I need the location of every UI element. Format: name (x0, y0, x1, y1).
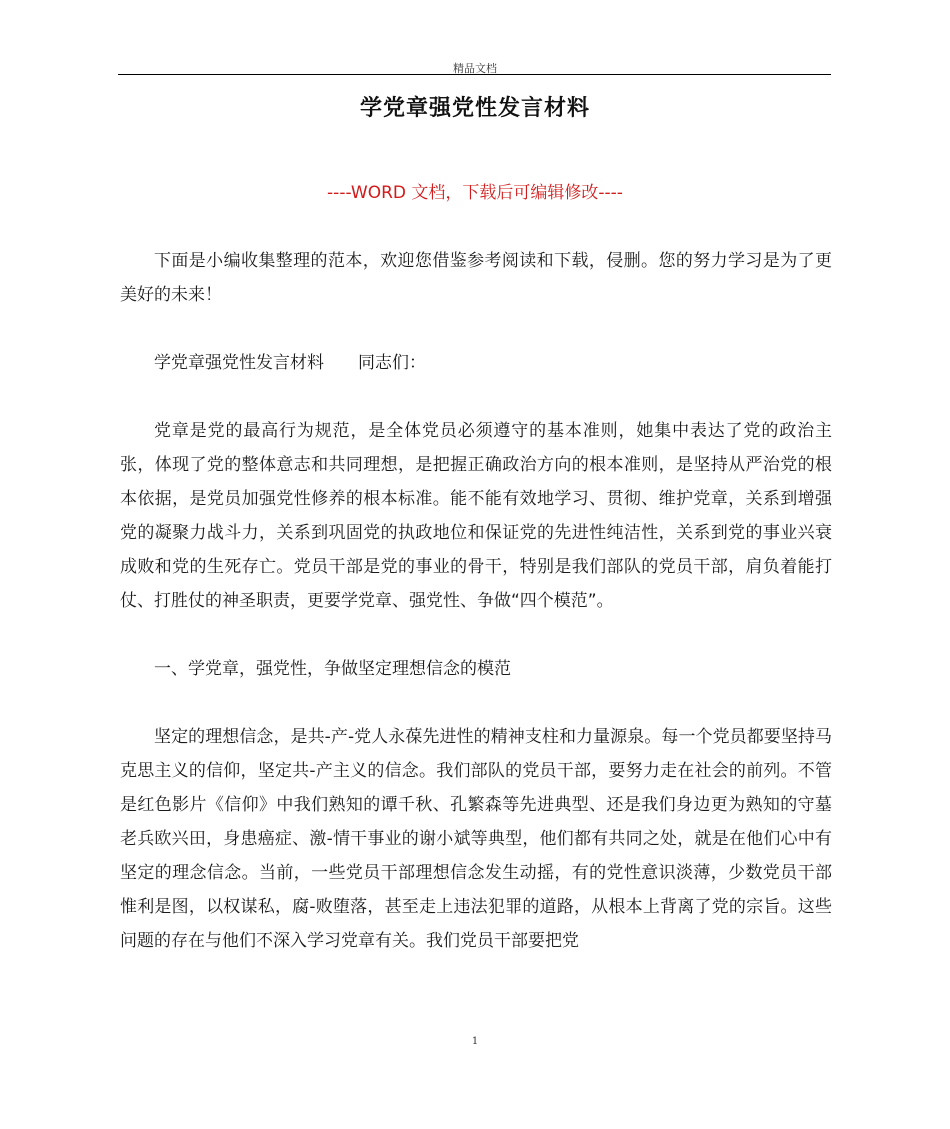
document-body (120, 244, 832, 958)
paragraph-party-constitution: 党章是党的最高行为规范，是全体党员必须遵守的基本准则，她集中表达了党的政治主张，体现了党的整体意志和共同理想，是把握正确政治方向的根本准则，是坚持从严治党的根本依据，是党员加强党性修养的根本标准。能不能有效地学习、贯彻、维护党章，关系到增强党的凝聚力战斗力，关系到巩固党的执政地位和保证党的先进性纯洁性，关系到党的事业兴衰成败和党的生死存亡。党员干部是党的事业的骨干，特别是我们部队的党员干部，肩负着能打仗、打胜仗的神圣职责，更要学党章、强党性、争做“四个模范”。 (120, 421, 832, 611)
header-divider (118, 74, 831, 75)
paragraph-greeting: 学党章强党性发言材料 同志们： (154, 353, 426, 373)
paragraph-intro: 下面是小编收集整理的范本，欢迎您借鉴参考阅读和下载，侵删。您的努力学习是为了更美好的未来！ (120, 251, 832, 305)
word-download-notice: ----WORD 文档，下载后可编辑修改---- (327, 183, 623, 203)
document-title: 学党章强党性发言材料 (359, 96, 590, 121)
section-heading-one: 一、学党章，强党性，争做坚定理想信念的模范 (154, 659, 511, 679)
page-number: 1 (471, 1036, 479, 1047)
paragraph-ideals-beliefs: 坚定的理想信念，是共-产-党人永葆先进性的精神支柱和力量源泉。每一个党员都要坚持马克思主义的信仰，坚定共-产主义的信念。我们部队的党员干部，要努力走在社会的前列。不管是红色影片《信仰》中我们熟知的谭千秋、孔繁森等先进典型、还是我们身边更为熟知的守墓老兵欧兴田，身患癌症、激-情干事业的谢小斌等典型，他们都有共同之处，就是在他们心中有坚定的理念信念。当前，一些党员干部理想信念发生动摇，有的党性意识淡薄，少数党员干部惟利是图，以权谋私，腐-败堕落，甚至走上违法犯罪的道路，从根本上背离了党的宗旨。这些问题的存在与他们不深入学习党章有关。我们党员干部要把党 (120, 727, 832, 951)
page-header-label: 精品文档 (453, 62, 497, 75)
